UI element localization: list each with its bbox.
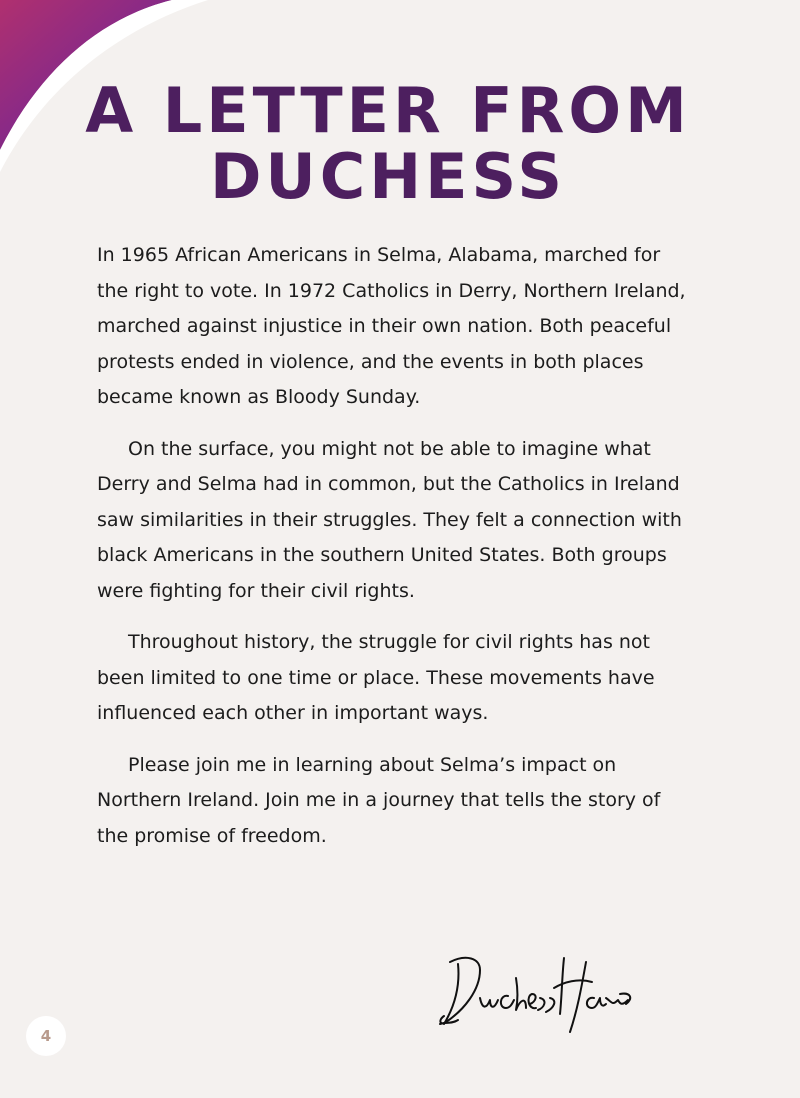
page-number-badge: 4 [26,1016,66,1056]
title-line-2: DUCHESS [209,140,567,213]
letter-body [97,238,687,870]
page-title [0,74,776,213]
paragraph-2: On the surface, you might not be able to imagine what Derry and Selma had in common, but the Catholics in Ireland saw similarities in their struggles. They felt a connection with black Americans in the southern United States. Both groups were fighting for their civil rights. [97,437,682,602]
paragraph-3: Throughout history, the struggle for civil rights has not been limited to one time or place. These movements have influenced each other in important ways. [97,631,655,724]
paragraph-4: Please join me in learning about Selma’s impact on Northern Ireland. Join me in a journey that tells the story of the promise of freedom. [97,753,661,847]
handwritten-signature [436,948,636,1038]
title-line-1: A LETTER FROM [85,74,691,147]
paragraph-1: In 1965 African Americans in Selma, Alabama, marched for the right to vote. In 1972 Catholics in Derry, Northern Ireland, marched against injustice in their own nation. Both peaceful protests ended in violence, and the events in both places became known as Bloody Sunday. [97,244,686,408]
